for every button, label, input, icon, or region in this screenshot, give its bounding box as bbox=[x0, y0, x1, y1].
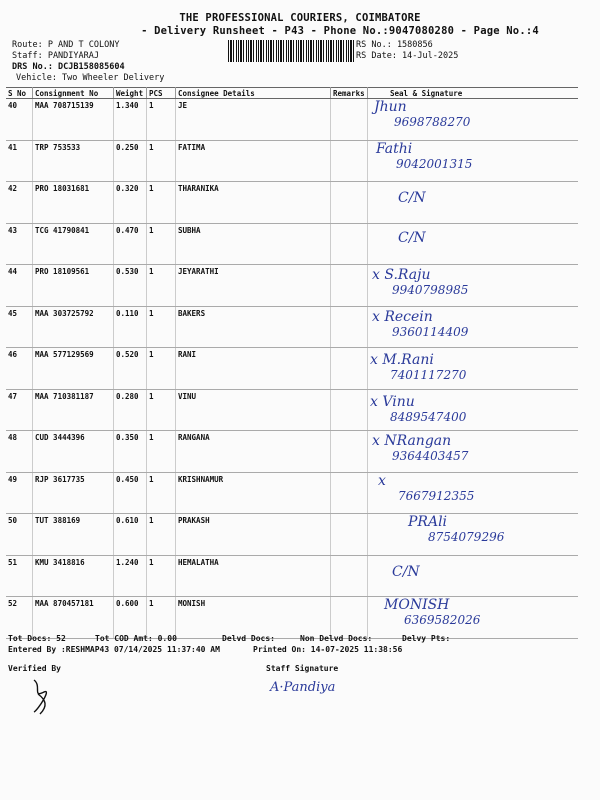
signature-text: x bbox=[378, 472, 386, 489]
rs-number: RS No.: 1580856 bbox=[356, 40, 433, 50]
row-consignment-no: TRP 753533 bbox=[33, 140, 114, 182]
signature-text: Fathi bbox=[376, 140, 413, 157]
signature-phone: 9940798985 bbox=[392, 283, 469, 297]
row-consignee: MONISH bbox=[176, 597, 331, 639]
row-consignment-no: KMU 3418816 bbox=[33, 555, 114, 597]
row-weight: 1.240 bbox=[114, 555, 147, 597]
staff-signature-scribble: A·Pandiya bbox=[270, 680, 336, 695]
row-pcs: 1 bbox=[147, 223, 176, 265]
barcode-image bbox=[228, 40, 354, 62]
row-pcs: 1 bbox=[147, 306, 176, 348]
handwritten-signature bbox=[384, 597, 480, 627]
row-consignment-no: RJP 3617735 bbox=[33, 472, 114, 514]
handwritten-signature bbox=[392, 564, 420, 594]
row-pcs: 1 bbox=[147, 597, 176, 639]
table-row bbox=[6, 99, 578, 141]
row-remarks bbox=[331, 472, 368, 514]
row-consignee: FATIMA bbox=[176, 140, 331, 182]
row-consignee: VINU bbox=[176, 389, 331, 431]
vehicle-text: Vehicle: Two Wheeler Delivery bbox=[16, 73, 165, 83]
runsheet-subtitle: - Delivery Runsheet - P43 - Phone No.:9047080280 - Page No.:4 bbox=[141, 25, 539, 37]
row-remarks bbox=[331, 555, 368, 597]
handwritten-signature bbox=[398, 190, 426, 220]
row-sno: 52 bbox=[6, 597, 33, 639]
signature-phone: 9360114409 bbox=[392, 324, 469, 339]
col-consignee: Consignee Details bbox=[176, 88, 331, 99]
row-sno: 45 bbox=[6, 306, 33, 348]
row-consignment-no: PRO 18031681 bbox=[33, 182, 114, 224]
signature-phone: 7401117270 bbox=[390, 368, 467, 382]
row-weight: 0.110 bbox=[114, 306, 147, 348]
row-consignment-no: MAA 710381187 bbox=[33, 389, 114, 431]
table-row bbox=[6, 140, 578, 182]
signature-phone bbox=[392, 580, 412, 594]
table-row bbox=[6, 348, 578, 390]
row-remarks bbox=[331, 348, 368, 390]
handwritten-signature bbox=[374, 99, 470, 129]
row-remarks bbox=[331, 514, 368, 556]
col-sno: S No bbox=[6, 88, 33, 99]
col-signature: Seal & Signature bbox=[368, 88, 579, 99]
row-weight: 0.520 bbox=[114, 348, 147, 390]
row-consignee: BAKERS bbox=[176, 306, 331, 348]
row-consignee: KRISHNAMUR bbox=[176, 472, 331, 514]
handwritten-signature bbox=[398, 230, 426, 260]
entered-by: Entered By :RESHMAP43 07/14/2025 11:37:40 AM bbox=[8, 645, 220, 654]
signature-phone: 9698788270 bbox=[394, 115, 471, 129]
handwritten-signature bbox=[372, 433, 468, 463]
signature-phone bbox=[398, 246, 418, 260]
row-remarks bbox=[331, 597, 368, 639]
row-consignee: SUBHA bbox=[176, 223, 331, 265]
handwritten-signature bbox=[408, 514, 504, 544]
row-sno: 50 bbox=[6, 514, 33, 556]
table-row bbox=[6, 514, 578, 556]
signature-text: x Vinu bbox=[370, 393, 415, 410]
row-remarks bbox=[331, 306, 368, 348]
signature-phone: 9364403457 bbox=[392, 449, 469, 463]
row-sno: 43 bbox=[6, 223, 33, 265]
table-row bbox=[6, 223, 578, 265]
row-consignment-no: CUD 3444396 bbox=[33, 431, 114, 473]
row-sno: 49 bbox=[6, 472, 33, 514]
row-signature-cell bbox=[368, 431, 579, 473]
signature-text: C/N bbox=[398, 229, 426, 246]
staff-signature-label: Staff Signature bbox=[266, 664, 339, 673]
signature-text: C/N bbox=[392, 563, 420, 580]
row-consignee: THARANIKA bbox=[176, 182, 331, 224]
row-remarks bbox=[331, 265, 368, 307]
row-sno: 42 bbox=[6, 182, 33, 224]
row-weight: 0.470 bbox=[114, 223, 147, 265]
row-consignment-no: TUT 388169 bbox=[33, 514, 114, 556]
table-row bbox=[6, 306, 578, 348]
table-row bbox=[6, 472, 578, 514]
non-delvd-docs: Non Delvd Docs: bbox=[300, 634, 373, 643]
row-sno: 41 bbox=[6, 140, 33, 182]
table-row bbox=[6, 431, 578, 473]
row-consignee: RANI bbox=[176, 348, 331, 390]
row-signature-cell bbox=[368, 265, 579, 307]
row-signature-cell bbox=[368, 555, 579, 597]
table-row bbox=[6, 597, 578, 639]
table-row bbox=[6, 555, 578, 597]
signature-phone bbox=[398, 206, 418, 220]
row-remarks bbox=[331, 182, 368, 224]
row-remarks bbox=[331, 431, 368, 473]
handwritten-signature bbox=[378, 473, 474, 503]
route-text: Route: P AND T COLONY bbox=[12, 40, 120, 50]
row-weight: 0.530 bbox=[114, 265, 147, 307]
consignment-table bbox=[6, 87, 578, 639]
row-consignee: JEYARATHI bbox=[176, 265, 331, 307]
row-signature-cell bbox=[368, 389, 579, 431]
row-remarks bbox=[331, 389, 368, 431]
row-pcs: 1 bbox=[147, 555, 176, 597]
signature-text: PRAli bbox=[408, 514, 448, 530]
row-pcs: 1 bbox=[147, 265, 176, 307]
signature-phone: 6369582026 bbox=[404, 613, 481, 627]
row-consignment-no: PRO 18109561 bbox=[33, 265, 114, 307]
drs-number: DRS No.: DCJB158085604 bbox=[12, 62, 125, 72]
row-consignment-no: MAA 577129569 bbox=[33, 348, 114, 390]
row-pcs: 1 bbox=[147, 472, 176, 514]
signature-phone: 7667912355 bbox=[398, 488, 475, 503]
col-consignment: Consignment No bbox=[33, 88, 114, 99]
row-sno: 40 bbox=[6, 99, 33, 141]
row-pcs: 1 bbox=[147, 140, 176, 182]
row-signature-cell bbox=[368, 514, 579, 556]
row-consignment-no: MAA 708715139 bbox=[33, 99, 114, 141]
handwritten-signature bbox=[370, 352, 466, 382]
row-signature-cell bbox=[368, 182, 579, 224]
row-weight: 0.280 bbox=[114, 389, 147, 431]
handwritten-signature bbox=[372, 267, 468, 297]
row-weight: 1.340 bbox=[114, 99, 147, 141]
signature-text: C/N bbox=[398, 190, 426, 206]
signature-phone: 9042001315 bbox=[396, 156, 473, 171]
handwritten-signature bbox=[376, 141, 472, 171]
row-weight: 0.320 bbox=[114, 182, 147, 224]
signature-phone: 8489547400 bbox=[390, 409, 467, 424]
company-title: THE PROFESSIONAL COURIERS, COIMBATORE bbox=[179, 12, 421, 24]
row-consignment-no: TCG 41790841 bbox=[33, 223, 114, 265]
printed-on: Printed On: 14-07-2025 11:38:56 bbox=[253, 645, 403, 654]
staff-text: Staff: PANDIYARAJ bbox=[12, 51, 99, 61]
header-left-block bbox=[12, 40, 164, 84]
row-remarks bbox=[331, 99, 368, 141]
row-remarks bbox=[331, 223, 368, 265]
rs-date: RS Date: 14-Jul-2025 bbox=[356, 51, 459, 61]
row-consignment-no: MAA 870457181 bbox=[33, 597, 114, 639]
tot-cod: Tot COD Amt: 0.00 bbox=[95, 634, 177, 643]
row-pcs: 1 bbox=[147, 389, 176, 431]
row-sno: 46 bbox=[6, 348, 33, 390]
row-consignee: RANGANA bbox=[176, 431, 331, 473]
row-weight: 0.450 bbox=[114, 472, 147, 514]
row-signature-cell bbox=[368, 306, 579, 348]
row-pcs: 1 bbox=[147, 348, 176, 390]
signature-text: x NRangan bbox=[372, 433, 452, 449]
col-pcs: PCS bbox=[147, 88, 176, 99]
row-sno: 47 bbox=[6, 389, 33, 431]
signature-phone: 8754079296 bbox=[428, 530, 505, 544]
handwritten-signature bbox=[370, 394, 466, 424]
row-signature-cell bbox=[368, 348, 579, 390]
tot-docs: Tot Docs: 52 bbox=[8, 634, 66, 643]
row-pcs: 1 bbox=[147, 431, 176, 473]
row-sno: 48 bbox=[6, 431, 33, 473]
signature-text: x S.Raju bbox=[372, 267, 431, 283]
row-pcs: 1 bbox=[147, 99, 176, 141]
col-remarks: Remarks bbox=[331, 88, 368, 99]
row-signature-cell bbox=[368, 472, 579, 514]
header-right-block bbox=[356, 40, 458, 62]
row-sno: 44 bbox=[6, 265, 33, 307]
row-signature-cell bbox=[368, 99, 579, 141]
row-consignee: PRAKASH bbox=[176, 514, 331, 556]
signature-text: MONISH bbox=[384, 597, 450, 613]
row-weight: 0.600 bbox=[114, 597, 147, 639]
row-weight: 0.610 bbox=[114, 514, 147, 556]
row-consignee: HEMALATHA bbox=[176, 555, 331, 597]
verifier-signature bbox=[28, 676, 58, 716]
row-sno: 51 bbox=[6, 555, 33, 597]
row-signature-cell bbox=[368, 223, 579, 265]
delvy-pts: Delvy Pts: bbox=[402, 634, 451, 643]
table-row bbox=[6, 265, 578, 307]
row-weight: 0.250 bbox=[114, 140, 147, 182]
signature-text: x Recein bbox=[372, 308, 433, 325]
row-signature-cell bbox=[368, 140, 579, 182]
table-header-row bbox=[6, 88, 578, 99]
table-row bbox=[6, 389, 578, 431]
row-remarks bbox=[331, 140, 368, 182]
row-pcs: 1 bbox=[147, 182, 176, 224]
signature-text: Jhun bbox=[374, 99, 407, 115]
row-signature-cell bbox=[368, 597, 579, 639]
row-consignment-no: MAA 303725792 bbox=[33, 306, 114, 348]
delvd-docs: Delvd Docs: bbox=[222, 634, 275, 643]
verified-by-label: Verified By bbox=[8, 664, 61, 673]
handwritten-signature bbox=[372, 309, 468, 339]
signature-text: x M.Rani bbox=[370, 352, 434, 368]
col-weight: Weight bbox=[114, 88, 147, 99]
row-weight: 0.350 bbox=[114, 431, 147, 473]
row-pcs: 1 bbox=[147, 514, 176, 556]
row-consignee: JE bbox=[176, 99, 331, 141]
table-row bbox=[6, 182, 578, 224]
